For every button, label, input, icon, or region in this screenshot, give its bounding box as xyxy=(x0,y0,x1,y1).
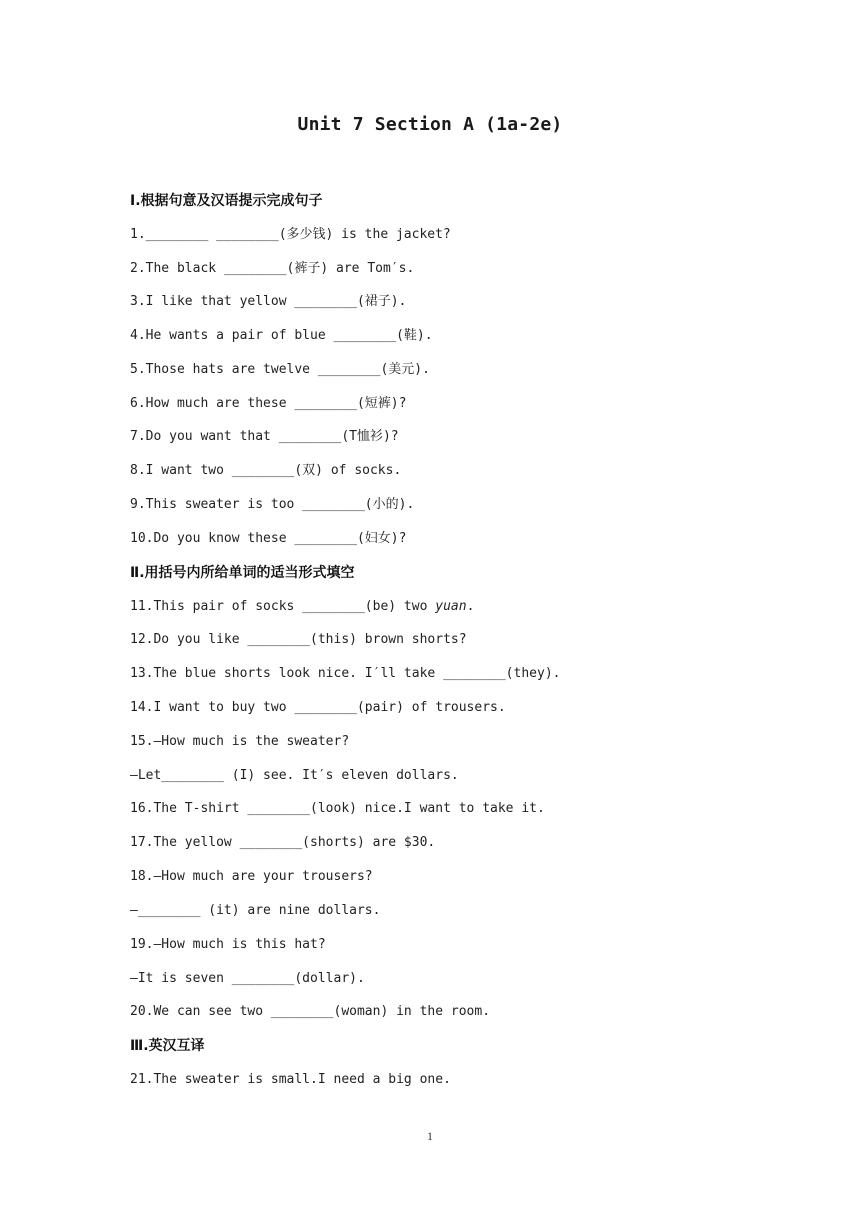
section-1-heading: Ⅰ.根据句意及汉语提示完成句子 xyxy=(130,193,323,209)
question-20: 20.We can see two ________(woman) in the room. xyxy=(130,1004,491,1019)
question-18-answer: —________ (it) are nine dollars. xyxy=(130,903,381,918)
question-1: 1.________ ________(多少钱) is the jacket? xyxy=(130,227,451,242)
section-2-heading: Ⅱ.用括号内所给单词的适当形式填空 xyxy=(130,565,355,581)
question-6: 6.How much are these ________(短裤)? xyxy=(130,396,407,411)
question-5: 5.Those hats are twelve ________(美元). xyxy=(130,362,430,377)
question-11-end: . xyxy=(466,599,475,614)
question-15: 15.—How much is the sweater? xyxy=(130,734,350,749)
question-11-italic: yuan xyxy=(435,599,467,614)
section-3-heading: Ⅲ.英汉互译 xyxy=(130,1038,205,1054)
question-12: 12.Do you like ________(this) brown shorts? xyxy=(130,632,467,647)
question-15-answer: —Let________ (I) see. It′s eleven dollars. xyxy=(130,768,459,783)
question-4: 4.He wants a pair of blue ________(鞋). xyxy=(130,328,433,343)
question-11-text: 11.This pair of socks ________(be) two xyxy=(130,599,436,614)
page-number: 1 xyxy=(427,1129,433,1143)
page-title: Unit 7 Section A (1a-2e) xyxy=(297,114,563,135)
question-9: 9.This sweater is too ________(小的). xyxy=(130,497,415,512)
question-10: 10.Do you know these ________(妇女)? xyxy=(130,531,407,546)
question-14: 14.I want to buy two ________(pair) of trousers. xyxy=(130,700,506,715)
question-18: 18.—How much are your trousers? xyxy=(130,869,373,884)
question-8: 8.I want two ________(双) of socks. xyxy=(130,463,402,478)
question-17: 17.The yellow ________(shorts) are $30. xyxy=(130,835,436,850)
question-2: 2.The black ________(裤子) are Tom′s. xyxy=(130,261,415,276)
question-19: 19.—How much is this hat? xyxy=(130,937,326,952)
question-3: 3.I like that yellow ________(裙子). xyxy=(130,294,407,309)
question-19-answer: —It is seven ________(dollar). xyxy=(130,971,365,986)
question-21: 21.The sweater is small.I need a big one. xyxy=(130,1072,451,1087)
question-7: 7.Do you want that ________(T恤衫)? xyxy=(130,429,399,444)
question-13: 13.The blue shorts look nice. I′ll take ________(they). xyxy=(130,666,561,681)
question-16: 16.The T-shirt ________(look) nice.I want to take it. xyxy=(130,801,545,816)
question-11 xyxy=(130,598,474,616)
